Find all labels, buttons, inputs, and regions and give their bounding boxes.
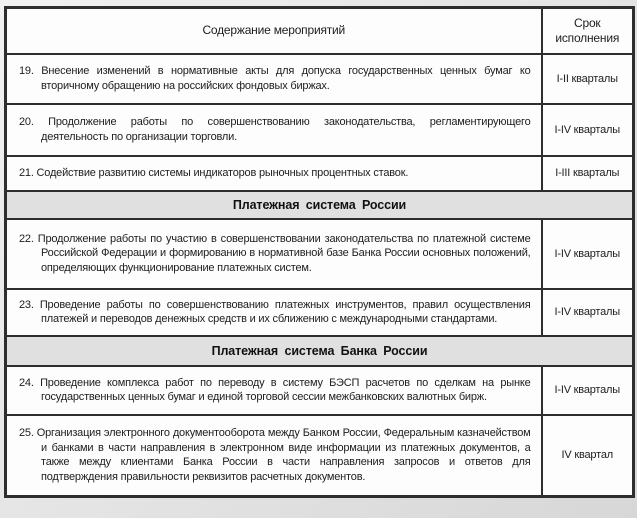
activity-text-19: 19. Внесение изменений в нормативные акты для допуска государственных ценных бумаг ко вторичному обращению на российских фондовых биржах. [6, 54, 542, 104]
activity-text-21: 21. Содействие развитию системы индикаторов рыночных процентных ставок. [6, 156, 542, 191]
section-header-row [6, 191, 634, 219]
section-header-row [6, 336, 634, 366]
activity-term-24: I-IV кварталы [542, 366, 634, 415]
activity-term-19: I-II кварталы [542, 54, 634, 104]
table-row [6, 54, 634, 104]
activity-text-25: 25. Организация электронного документооборота между Банком России, Федеральным казначейством и банками в части направления в электронном виде информации из платежных документов, а также между клиентами Банка России в части направления запросов и ответов для подтверждения правильности реквизитов расчетных документов. [6, 415, 542, 497]
activity-text-22: 22. Продолжение работы по участию в совершенствовании законодательства по платежной системе Российской Федерации и формированию в нормативной базе Банка России основных положений, определяющих функционирование платежных систем. [6, 219, 542, 289]
activity-term-23: I-IV кварталы [542, 289, 634, 336]
section-title-payment-system-russia: Платежная система России [6, 191, 634, 219]
activities-table [4, 6, 635, 498]
table-row [6, 366, 634, 415]
activity-text-20: 20. Продолжение работы по совершенствованию законодательства, регламентирующего деятельность по организации торговли. [6, 104, 542, 156]
activity-term-21: I-III кварталы [542, 156, 634, 191]
activity-term-22: I-IV кварталы [542, 219, 634, 289]
table-row [6, 289, 634, 336]
table-row [6, 219, 634, 289]
section-title-payment-system-bank-of-russia: Платежная система Банка России [6, 336, 634, 366]
table-row [6, 156, 634, 191]
table-row [6, 415, 634, 497]
activity-text-23: 23. Проведение работы по совершенствованию платежных инструментов, правил осуществления платежей и переводов денежных средств и их сближению с международными стандартами. [6, 289, 542, 336]
column-header-term: Срок исполнения [542, 8, 634, 54]
activity-text-24: 24. Проведение комплекса работ по переводу в систему БЭСП расчетов по сделкам на рынке государственных ценных бумаг и единой торговой сессии межбанковских валютных бирж. [6, 366, 542, 415]
activity-term-25: IV квартал [542, 415, 634, 497]
table-header-row [6, 8, 634, 54]
table-row [6, 104, 634, 156]
activity-term-20: I-IV кварталы [542, 104, 634, 156]
column-header-content: Содержание мероприятий [6, 8, 542, 54]
